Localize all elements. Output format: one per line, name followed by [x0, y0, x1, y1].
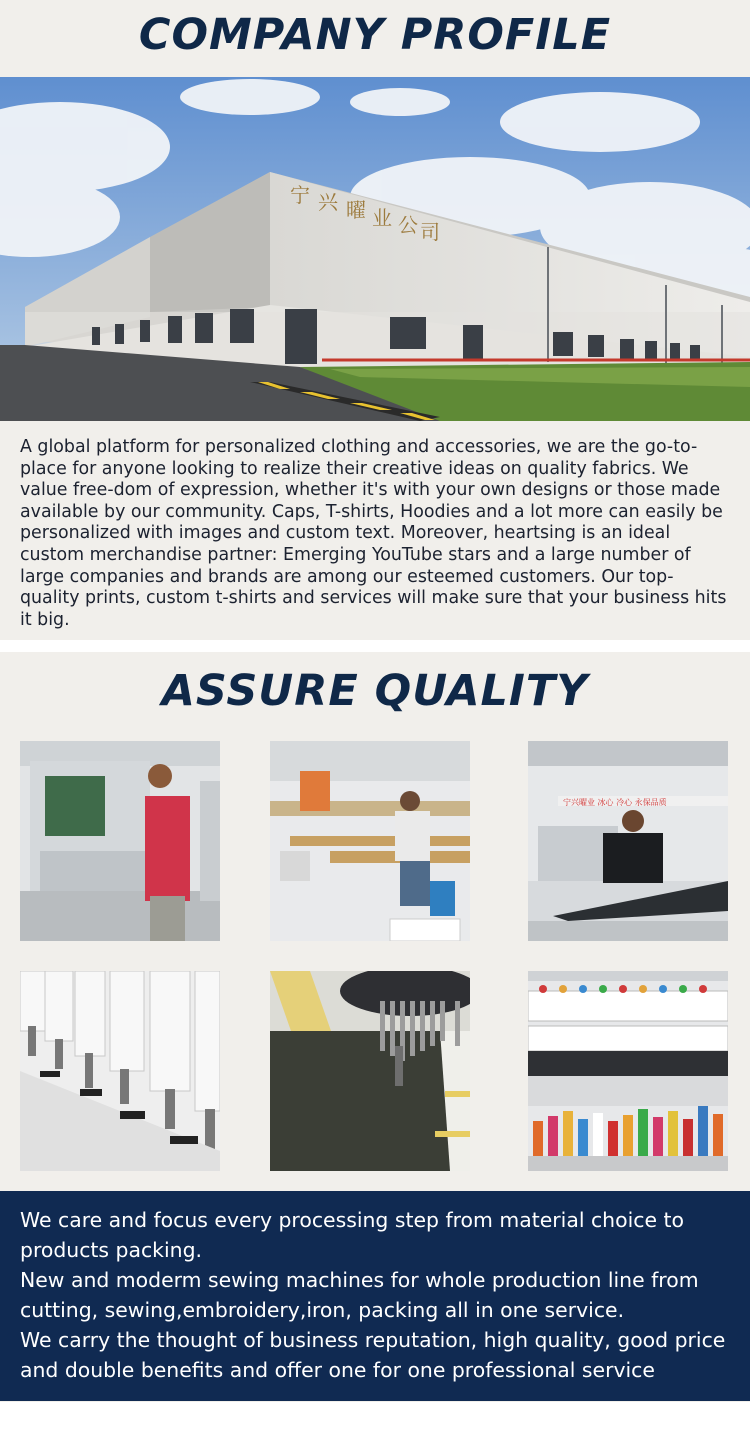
operator-at-machine-photo [20, 741, 220, 941]
svg-text:公: 公 [398, 213, 418, 237]
quality-statement-panel [0, 1191, 750, 1401]
company-description: A global platform for personalized clothing and accessories, we are the go-to-place for anyone looking to realize their creative ideas on quality fabrics. We value free-dom of expression, whether it's with your own designs or those made available by our community. Caps, T-shirts, Hoodies and a lot more can easily be personalized with images and custom text. Moreover, heartsing is an ideal custom merchandise partner: Emerging YouTube stars and a large number of large companies and brands are among our esteemed customers. Our top-quality prints, custom t-shirts and services will make sure that your business hits it big. [20, 437, 727, 630]
svg-text:宁兴曜业 冰心 冷心 永保品质: 宁兴曜业 冰心 冷心 永保品质 [563, 798, 667, 807]
factory-building-photo [0, 77, 750, 421]
statement-line-2: New and moderm sewing machines for whole production line from cutting, sewing,embroidery,iron, packing all in one service. [20, 1268, 699, 1322]
section-divider [0, 640, 750, 652]
embroidery-heads-photo [20, 971, 220, 1171]
svg-text:业: 业 [372, 206, 392, 230]
statement-line-1: We care and focus every processing step from material choice to products packing. [20, 1208, 684, 1262]
svg-text:司: 司 [420, 220, 440, 244]
svg-text:兴: 兴 [318, 190, 338, 214]
page-bottom-margin [0, 1402, 750, 1434]
assure-quality-title: ASSURE QUALITY [161, 666, 589, 716]
svg-text:曜: 曜 [346, 198, 366, 222]
thread-spools-photo [528, 971, 728, 1171]
fabric-inspection-photo [528, 741, 728, 941]
svg-text:宁: 宁 [290, 183, 310, 207]
sewing-workshop-photo [270, 741, 470, 941]
statement-line-3: We carry the thought of business reputation, high quality, good price and double benefits and offer one for one professional service [20, 1328, 726, 1382]
company-profile-title: COMPANY PROFILE [138, 10, 612, 60]
needle-closeup-photo [270, 971, 470, 1171]
